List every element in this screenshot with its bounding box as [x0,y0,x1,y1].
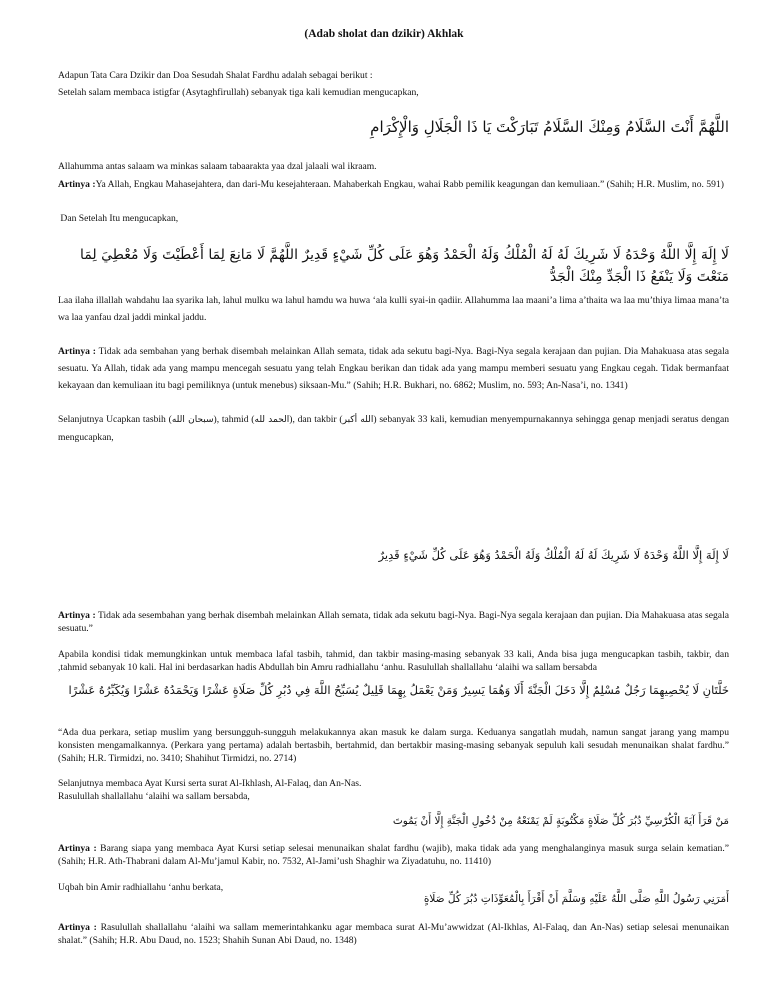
tasbih-instruction [58,411,729,446]
meaning-2 [58,343,729,394]
arabic-muawwidzat-hadith: أَمَرَنِي رَسُولُ اللَّهِ صَلَّى اللَّهُ عَلَيْهِ وَسَلَّمَ أَنْ أَقْرَأَ بِالْمُعَوِّذَاتِ دُبُرَ كُلِّ صَلَاةٍ [423,893,729,905]
meaning-label: Artinya : [58,843,97,854]
meaning-text: Rasulullah shallallahu ‘alaihi wa sallam memerintahkanku agar membaca surat Al-Mu’awwidzat (Al-Ikhlas, Al-Falaq, dan An-Nas) setiap selesai menunaikan shalat.” (Sahih; H.R. Abu Daud, no. 1523; Shahih Sunan Abi Daud, no. 1348) [58,922,729,946]
tasbih-text-c: ), dan takbir ( [289,414,343,425]
meaning-3 [58,609,729,635]
transliteration-1: Allahumma antas salaam wa minkas salaam tabaarakta yaa dzal jalaali wal ikraam. [58,161,377,172]
meaning-label: Artinya : [58,610,96,621]
arabic-tahlil: لَا إِلَهَ إِلَّا اللَّهُ وَحْدَهُ لَا شَرِيكَ لَهُ لَهُ الْمُلْكُ وَلَهُ الْحَمْدُ وَهُوَ عَلَى كُلِّ شَيْءٍ قَدِيرٌ [378,548,729,562]
meaning-1 [58,176,729,193]
arabic-hadith-1: خَلَّتَانِ لَا يُحْصِيهِمَا رَجُلٌ مُسْلِمٌ إِلَّا دَخَلَ الْجَنَّةَ أَلَا وَهُمَا يَسِيرٌ وَمَنْ يَعْمَلُ بِهِمَا قَلِيلٌ يُسَبِّحُ اللَّهَ فِي دُبُرِ كُلِّ صَلَاةٍ عَشْرًا وَيَحْمَدُهُ عَشْرًا وَيُكَبِّرُهُ عَشْرًا [68,683,729,697]
condition-paragraph: Apabila kondisi tidak memungkinkan untuk membaca lafal tasbih, tahmid, dan takbir masing-masing sebanyak 33 kali, Anda bisa juga mengucapkan tasbih, takbir, dan ,tahmid sebanyak 10 kali. Hal ini berdasarkan hadis Abdullah bin Amru radhiallahu ‘anhu. Rasulullah shallallahu ‘alaihi wa sallam bersabda [58,649,729,673]
arabic-dua-1: اللَّهُمَّ أَنْتَ السَّلَامُ وَمِنْكَ السَّلَامُ تَبَارَكْتَ يَا ذَا الْجَلَالِ وَالْإِكْرَامِ [370,118,729,136]
meaning-text: Barang siapa yang membaca Ayat Kursi setiap selesai menunaikan shalat fardhu (wajib), maka tidak ada yang menghalanginya masuk surga selain kematian.” (Sahih; H.R. Ath-Thabrani dalam Al-Mu’jamul Kabir, no. 7532, Al-Jami’ush Shaghir wa Ziyadatuhu, no. 11410) [58,843,729,867]
meaning-5 [58,842,729,868]
arabic-ayat-kursi-hadith: مَنْ قَرَأَ آيَةَ الْكُرْسِيِّ دُبُرَ كُلِّ صَلَاةٍ مَكْتُوبَةٍ لَمْ يَمْنَعْهُ مِنْ دُخُولِ الْجَنَّةِ إِلَّا أَنْ يَمُوتَ [392,815,729,827]
meaning-label: Artinya : [58,346,96,357]
tasbih-text-d: ) sebanyak 33 kali, kemudian menyempurnakannya sehingga genap menjadi seratus dengan mengucapkan, [58,414,730,443]
meaning-text: Tidak ada sembahan yang berhak disembah melainkan Allah semata, tidak ada sekutu bagi-Nya. Bagi-Nya segala kerajaan dan pujian. Dia Mahakuasa atas segala sesuatu. Ya Allah, tidak ada yang mampu mencegah sesuatu yang telah Engkau berikan dan tidak ada yang mampu memberi sesuatu yang Engkau cegah. Tidak bermanfaat kekayaan dan kemuliaan itu bagi pemiliknya (untuk menebus) siksaan-Mu.” (Sahih; H.R. Bukhari, no. 6862; Muslim, no. 593; An-Nasa’i, no. 1341) [58,346,729,391]
transliteration-2: Laa ilaha illallah wahdahu laa syarika lah, lahul mulku wa lahul hamdu wa huwa ‘ala kulli syai-in qadiir. Allahumma laa maani’a lima a’thaita wa laa mu’thiya limaa mana’ta wa laa yanfau dzal jaddi minkal jaddu. [58,295,729,323]
meaning-text: Ya Allah, Engkau Mahasejahtera, dan dari-Mu kesejahteraan. Mahaberkah Engkau, wahai Rabb pemilik keagungan dan kemuliaan.” (Sahih; H.R. Muslim, no. 591) [95,179,724,190]
kursi-line-2: Rasulullah shallallahu ‘alaihi wa sallam bersabda, [58,791,250,802]
arabic-dua-2: لَا إِلَهَ إِلَّا اللَّهُ وَحْدَهُ لَا شَرِيكَ لَهُ لَهُ الْمُلْكُ وَلَهُ الْحَمْدُ وَهُوَ عَلَى كُلِّ شَيْءٍ قَدِيرٌ اللَّهُمَّ لَا مَانِعَ لِمَا أَعْطَيْتَ وَلَا مُعْطِيَ لِمَا مَنَعْتَ وَلَا يَنْفَعُ ذَا الْجَدِّ مِنْكَ الْجَدُّ [80,247,729,285]
tasbih-text-a: Selanjutnya Ucapkan tasbih ( [58,414,172,425]
intro-line-1: Adapun Tata Cara Dzikir dan Doa Sesudah Shalat Fardhu adalah sebagai berikut : [58,70,373,81]
uqbah-line: Uqbah bin Amir radhiallahu ‘anhu berkata, [58,882,224,893]
meaning-6 [58,921,729,947]
meaning-label: Artinya : [58,179,96,190]
page-title: (Adab sholat dan dzikir) Akhlak [304,28,464,40]
tahmid-arabic: الحمد لله [254,415,290,425]
hadith-1-meaning: “Ada dua perkara, setiap muslim yang bersungguh-sungguh melakukannya akan masuk ke dalam surga. Keduanya sangatlah mudah, namun sangat jarang yang mampu konsisten mengamalkannya. (Perkara yang pertama) adalah bertasbih, bertahmid, dan bertakbir masing-masing sebanyak sepuluh kali sesudah menunaikan shalat fardhu.” (Sahih; H.R. Tirmidzi, no. 3410; Shahihut Tirmidzi, no. 2714) [58,727,729,764]
tasbih-arabic: سبحان الله [171,415,214,425]
meaning-text: Tidak ada sesembahan yang berhak disembah melainkan Allah semata, tidak ada sekutu bagi-Nya. Bagi-Nya segala kerajaan dan pujian. Dia Mahakuasa atas segala sesuatu.” [58,610,729,634]
tasbih-text-b: ), tahmid ( [213,414,255,425]
then-line: Dan Setelah Itu mengucapkan, [58,213,179,224]
meaning-label: Artinya : [58,922,97,933]
takbir-arabic: الله أكبر [342,415,374,425]
kursi-line-1: Selanjutnya membaca Ayat Kursi serta surat Al-Ikhlash, Al-Falaq, dan An-Nas. [58,778,362,789]
intro-line-2: Setelah salam membaca istigfar (Asytaghfirullah) sebanyak tiga kali kemudian mengucapkan, [58,87,419,98]
